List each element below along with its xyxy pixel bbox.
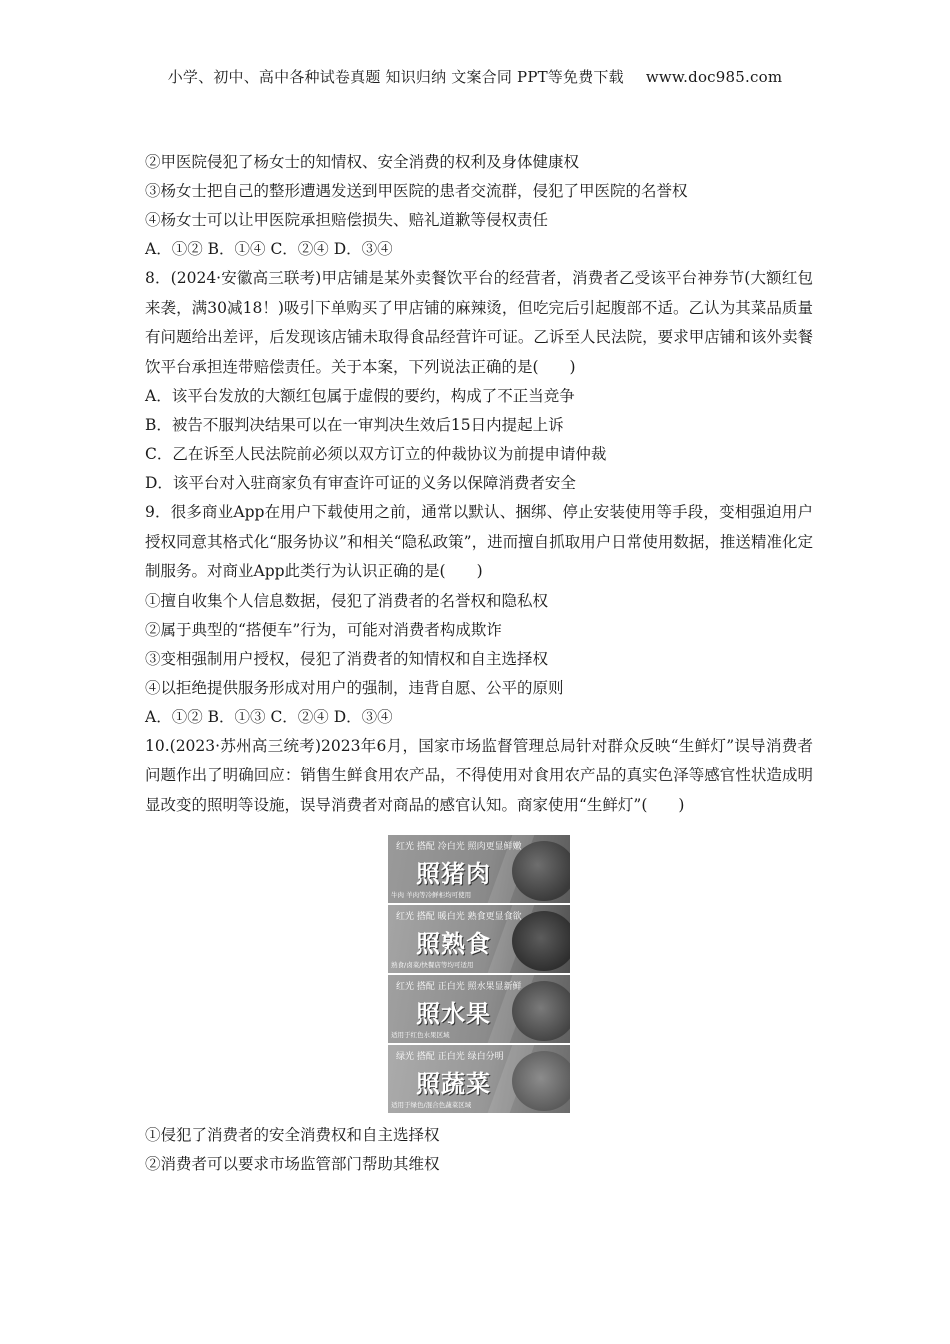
q9-item-1: ①擅自收集个人信息数据，侵犯了消费者的名誉权和隐私权 [145,591,549,610]
q10-item-1: ①侵犯了消费者的安全消费权和自主选择权 [145,1126,440,1144]
panel-caption: 红光 搭配 冷白光 照肉更显鲜嫩 [396,842,522,852]
q8-option-d: D．该平台对入驻商家负有审查许可证的义务以保障消费者安全 [145,474,576,492]
q7-item-4: ④杨女士可以让甲医院承担赔偿损失、赔礼道歉等侵权责任 [145,211,549,229]
page-header [0,66,950,87]
figure-panel-pork [388,835,570,903]
panel-note: 牛肉 羊肉等冷鲜柜均可使用 [391,891,472,899]
q10-item-2: ②消费者可以要求市场监管部门帮助其维权 [145,1155,440,1173]
q9-answer-options: A．①② B．①③ C．②④ D．③④ [145,707,393,726]
figure-panel-fruit [388,975,570,1043]
panel-caption: 红光 搭配 正白光 照水果显新鲜 [396,982,522,992]
panel-title: 照水果 [416,1000,491,1028]
panel-title: 照熟食 [416,930,491,958]
fresh-light-figure [388,835,570,1113]
panel-caption: 绿光 搭配 正白光 绿白分明 [396,1052,504,1062]
panel-note: 适用于绿色/混合色蔬菜区域 [391,1101,472,1109]
q9-item-3: ③变相强制用户授权，侵犯了消费者的知情权和自主选择权 [145,649,549,668]
q8-option-b: B．被告不服判决结果可以在一审判决生效后15日内提起上诉 [145,416,564,434]
question-content [145,148,813,1179]
panel-note: 适用于红色水果区域 [391,1031,450,1039]
vegetable-image [512,1051,570,1111]
panel-caption: 红光 搭配 暖白光 熟食更显食欲 [396,912,522,922]
panel-note: 熟食/卤菜/快餐店等均可适用 [391,961,474,969]
header-site: www.doc985.com [645,68,783,86]
figure-panel-vegetables [388,1045,570,1113]
q7-item-2: ②甲医院侵犯了杨女士的知情权、安全消费的权利及身体健康权 [145,153,580,171]
q8-option-a: A．该平台发放的大额红包属于虚假的要约，构成了不正当竞争 [145,387,575,405]
q7-item-3: ③杨女士把自己的整形遭遇发送到甲医院的患者交流群，侵犯了甲医院的名誉权 [145,182,688,200]
q10-stem: 10.(2023·苏州高三统考)2023年6月，国家市场监督管理总局针对群众反映“生鲜灯”误导消费者问题作出了明确回应：销售生鲜食用农产品，不得使用对食用农产品的真实色泽等感官性状造成明显改变的照明等设施，误导消费者对商品的感官认知。商家使用“生鲜灯”( ) [145,736,813,814]
q7-answer-options: A．①② B．①④ C．②④ D．③④ [145,240,393,258]
q9-stem: 9．很多商业App在用户下载使用之前，通常以默认、捆绑、停止安装使用等手段，变相强迫用户授权同意其格式化“服务协议”和相关“隐私政策”，进而擅自抓取用户日常使用数据，推送精准化定制服务。对商业App此类行为认识正确的是( ) [145,503,813,580]
figure-panel-cooked-food [388,905,570,973]
q8-stem: 8．(2024·安徽高三联考)甲店铺是某外卖餐饮平台的经营者，消费者乙受该平台神券节(大额红包来袭，满30减18！)吸引下单购买了甲店铺的麻辣烫，但吃完后引起腹部不适。乙认为其菜品质量有问题给出差评，后发现该店铺未取得食品经营许可证。乙诉至人民法院，要求甲店铺和该外卖餐饮平台承担连带赔偿责任。关于本案，下列说法正确的是( ) [145,269,813,376]
header-text: 小学、初中、高中各种试卷真题 知识归纳 文案合同 PPT等免费下载 [167,68,624,86]
panel-title: 照蔬菜 [416,1070,491,1098]
q8-option-c: C．乙在诉至人民法院前必须以双方订立的仲裁协议为前提申请仲裁 [145,445,607,463]
panel-title: 照猪肉 [416,860,491,888]
q9-item-4: ④以拒绝提供服务形成对用户的强制，违背自愿、公平的原则 [145,678,564,697]
q9-item-2: ②属于典型的“搭便车”行为，可能对消费者构成欺诈 [145,620,502,639]
